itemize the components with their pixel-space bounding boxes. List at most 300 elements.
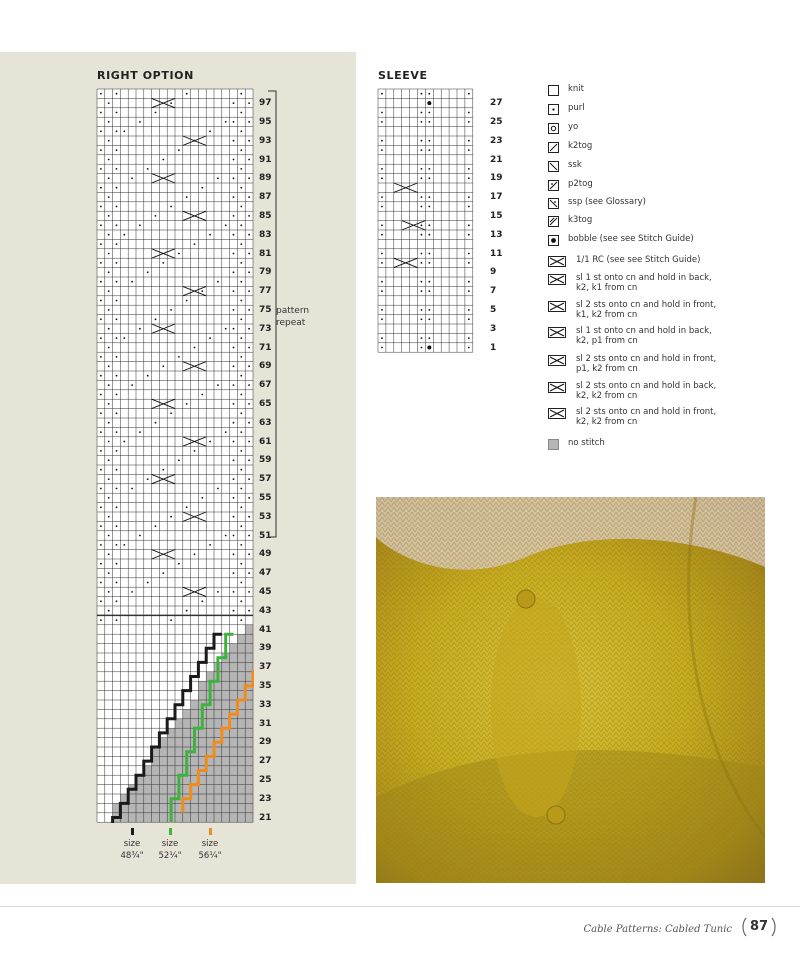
purl-mark <box>468 224 470 226</box>
purl-mark <box>468 347 470 349</box>
row-number: 41 <box>259 624 272 635</box>
purl-mark <box>139 535 141 537</box>
row-number: 27 <box>490 98 503 109</box>
purl-mark <box>233 196 235 198</box>
purl-mark <box>233 459 235 461</box>
size-value: 56¼" <box>198 851 222 861</box>
purl-mark <box>240 206 242 208</box>
row-number: 47 <box>259 568 272 579</box>
purl-mark <box>468 290 470 292</box>
purl-mark <box>421 309 423 311</box>
purl-mark <box>225 535 227 537</box>
purl-mark <box>233 553 235 555</box>
row-number: 93 <box>259 135 272 146</box>
purl-mark <box>217 591 219 593</box>
row-number: 75 <box>259 304 272 315</box>
purl-mark <box>428 206 430 208</box>
purl-mark <box>233 516 235 518</box>
purl-mark <box>108 422 110 424</box>
purl-mark <box>240 187 242 189</box>
purl-mark <box>131 591 133 593</box>
purl-mark <box>225 328 227 330</box>
row-number: 27 <box>259 756 272 767</box>
purl-mark <box>240 619 242 621</box>
purl-mark <box>116 93 118 95</box>
legend-label: k3tog <box>568 215 593 225</box>
row-number: 97 <box>259 98 272 109</box>
purl-mark <box>108 253 110 255</box>
purl-mark <box>468 149 470 151</box>
purl-mark <box>248 271 250 273</box>
purl-mark <box>170 619 172 621</box>
purl-mark <box>233 234 235 236</box>
purl-mark <box>100 412 102 414</box>
row-number: 35 <box>259 680 272 691</box>
purl-mark <box>123 234 125 236</box>
purl-mark <box>428 262 430 264</box>
purl-mark <box>162 572 164 574</box>
purl-mark <box>116 488 118 490</box>
footer-rule <box>0 906 800 907</box>
purl-mark <box>131 281 133 283</box>
purl-mark <box>248 365 250 367</box>
purl-mark <box>155 112 157 114</box>
purl-mark <box>248 253 250 255</box>
row-number: 73 <box>259 323 272 334</box>
purl-mark <box>421 149 423 151</box>
purl-mark <box>428 234 430 236</box>
purl-mark <box>468 281 470 283</box>
purl-mark <box>233 478 235 480</box>
purl-mark <box>209 337 211 339</box>
purl-mark <box>108 384 110 386</box>
purl-mark <box>421 168 423 170</box>
purl-mark <box>100 262 102 264</box>
purl-mark <box>170 102 172 104</box>
row-number: 31 <box>259 718 272 729</box>
legend-label: k2tog <box>568 141 593 151</box>
purl-mark <box>240 318 242 320</box>
purl-mark <box>248 290 250 292</box>
purl-mark <box>240 356 242 358</box>
purl-mark <box>233 290 235 292</box>
purl-mark <box>233 140 235 142</box>
purl-mark <box>116 262 118 264</box>
yo-icon <box>548 123 559 134</box>
footer-title: Cable Patterns: Cabled Tunic <box>583 924 732 935</box>
purl-mark <box>139 121 141 123</box>
purl-mark <box>147 582 149 584</box>
purl-mark <box>381 281 383 283</box>
legend-label: purl <box>568 103 585 113</box>
purl-mark <box>108 497 110 499</box>
k3tog-icon <box>548 216 559 227</box>
purl-mark <box>240 149 242 151</box>
purl-mark <box>468 177 470 179</box>
purl-mark <box>108 328 110 330</box>
row-number: 25 <box>259 774 272 785</box>
sleeve-chart <box>377 88 474 353</box>
no-stitch-cell <box>152 756 253 765</box>
purl-mark <box>428 224 430 226</box>
purl-mark <box>468 121 470 123</box>
purl-mark <box>421 206 423 208</box>
sleeve-title: SLEEVE <box>378 69 428 82</box>
purl-mark <box>233 177 235 179</box>
purl-mark <box>428 196 430 198</box>
purl-mark <box>233 591 235 593</box>
purl-mark <box>209 544 211 546</box>
purl-mark <box>201 187 203 189</box>
no-stitch-cell <box>245 625 253 634</box>
cable-back-k2k2-icon <box>548 382 566 393</box>
legend-label: sl 1 st onto cn and hold in back, k2, p1 from cn <box>576 326 712 346</box>
purl-mark <box>381 337 383 339</box>
row-number: 59 <box>259 455 272 466</box>
purl-mark <box>248 516 250 518</box>
purl-mark <box>381 196 383 198</box>
purl-mark <box>108 347 110 349</box>
row-number: 81 <box>259 248 272 259</box>
purl-mark <box>116 506 118 508</box>
ssk-icon <box>548 161 559 172</box>
purl-mark <box>248 572 250 574</box>
purl-mark <box>240 488 242 490</box>
row-number: 21 <box>490 154 503 165</box>
purl-mark <box>428 177 430 179</box>
purl-mark <box>116 431 118 433</box>
purl-mark <box>381 149 383 151</box>
purl-mark <box>421 93 423 95</box>
purl-mark <box>100 450 102 452</box>
purl-mark <box>421 337 423 339</box>
knit-texture <box>376 497 765 883</box>
purl-mark <box>108 177 110 179</box>
purl-mark <box>217 281 219 283</box>
legend-label: knit <box>568 84 585 94</box>
row-number: 95 <box>259 116 272 127</box>
no-stitch-cell <box>183 709 253 718</box>
legend-label: sl 2 sts onto cn and hold in front, k2, k2 from cn <box>576 407 717 427</box>
purl-mark <box>116 206 118 208</box>
purl-mark <box>178 253 180 255</box>
purl-mark <box>240 262 242 264</box>
purl-mark <box>100 600 102 602</box>
purl-mark <box>116 619 118 621</box>
purl-mark <box>131 488 133 490</box>
row-number: 25 <box>490 116 503 127</box>
row-number: 23 <box>490 135 503 146</box>
purl-mark <box>116 130 118 132</box>
purl-mark <box>100 506 102 508</box>
purl-mark <box>421 290 423 292</box>
row-number: 61 <box>259 436 272 447</box>
purl-mark <box>116 450 118 452</box>
purl-mark <box>108 140 110 142</box>
purl-mark <box>240 112 242 114</box>
purl-mark <box>240 394 242 396</box>
purl-mark <box>421 112 423 114</box>
purl-mark <box>123 544 125 546</box>
purl-mark <box>248 102 250 104</box>
purl-mark <box>248 403 250 405</box>
row-number: 67 <box>259 380 272 391</box>
purl-mark <box>240 469 242 471</box>
purl-mark <box>116 300 118 302</box>
purl-mark <box>194 347 196 349</box>
purl-mark <box>248 328 250 330</box>
purl-mark <box>381 290 383 292</box>
row-number: 19 <box>490 173 503 184</box>
purl-mark <box>116 412 118 414</box>
purl-mark <box>170 516 172 518</box>
purl-mark <box>233 610 235 612</box>
purl-mark <box>108 459 110 461</box>
legend-label: ssk <box>568 160 582 170</box>
purl-mark <box>131 177 133 179</box>
row-number: 43 <box>259 605 272 616</box>
purl-mark <box>116 600 118 602</box>
purl-mark <box>108 365 110 367</box>
purl-mark <box>248 196 250 198</box>
row-number: 49 <box>259 549 272 560</box>
purl-mark <box>381 234 383 236</box>
cable-front-k2k2-icon <box>548 408 566 419</box>
purl-mark <box>468 93 470 95</box>
purl-mark <box>468 206 470 208</box>
purl-mark <box>240 375 242 377</box>
purl-mark <box>240 130 242 132</box>
purl-mark <box>248 478 250 480</box>
purl-mark <box>100 488 102 490</box>
purl-mark <box>381 347 383 349</box>
size-color-tick <box>131 828 134 835</box>
row-number: 87 <box>259 192 272 203</box>
purl-mark <box>123 337 125 339</box>
row-number: 69 <box>259 361 272 372</box>
purl-mark <box>233 121 235 123</box>
purl-mark <box>248 535 250 537</box>
page-number: 87 <box>749 919 769 934</box>
purl-mark <box>100 224 102 226</box>
purl-mark <box>116 243 118 245</box>
purl-mark <box>381 93 383 95</box>
purl-mark <box>428 140 430 142</box>
purl-mark <box>421 253 423 255</box>
purl-mark <box>468 318 470 320</box>
purl-mark <box>468 337 470 339</box>
no-stitch-cell <box>230 644 253 653</box>
purl-mark <box>248 309 250 311</box>
purl-mark <box>248 140 250 142</box>
purl-mark <box>248 159 250 161</box>
purl-mark <box>116 112 118 114</box>
purl-mark <box>428 281 430 283</box>
purl-mark <box>201 290 203 292</box>
purl-mark <box>421 318 423 320</box>
purl-mark <box>186 300 188 302</box>
purl-mark <box>155 318 157 320</box>
purl-mark <box>139 224 141 226</box>
purl-mark <box>248 215 250 217</box>
purl-mark <box>428 337 430 339</box>
purl-mark <box>100 544 102 546</box>
purl-mark <box>116 563 118 565</box>
purl-mark <box>155 525 157 527</box>
purl-mark <box>108 196 110 198</box>
bobble-mark <box>427 101 431 105</box>
purl-mark <box>108 478 110 480</box>
legend-label: ssp (see Glossary) <box>568 197 646 207</box>
purl-mark <box>233 403 235 405</box>
purl-mark <box>217 384 219 386</box>
purl-mark <box>428 121 430 123</box>
purl-mark <box>100 243 102 245</box>
purl-mark <box>233 309 235 311</box>
purl-mark <box>381 140 383 142</box>
size-value: 48¾" <box>120 851 144 861</box>
row-number: 57 <box>259 474 272 485</box>
purl-mark <box>428 168 430 170</box>
row-number: 89 <box>259 173 272 184</box>
purl-mark <box>170 412 172 414</box>
purl-mark <box>116 224 118 226</box>
purl-mark <box>381 318 383 320</box>
purl-mark <box>233 441 235 443</box>
purl-mark <box>155 422 157 424</box>
purl-mark <box>381 112 383 114</box>
purl-mark <box>100 130 102 132</box>
purl-mark <box>116 544 118 546</box>
purl-mark <box>217 488 219 490</box>
size-color-tick <box>209 828 212 835</box>
no-stitch-cell <box>214 662 253 671</box>
purl-mark <box>100 281 102 283</box>
row-number: 7 <box>490 286 497 297</box>
purl-mark <box>468 140 470 142</box>
purl-mark <box>162 159 164 161</box>
row-number: 23 <box>259 793 272 804</box>
no-stitch-icon <box>548 439 559 450</box>
purl-mark <box>248 384 250 386</box>
purl-mark <box>421 281 423 283</box>
purl-mark <box>468 309 470 311</box>
purl-mark <box>209 234 211 236</box>
purl-mark <box>155 215 157 217</box>
purl-mark <box>194 450 196 452</box>
purl-mark <box>108 234 110 236</box>
purl-mark <box>100 206 102 208</box>
row-number: 77 <box>259 286 272 297</box>
purl-mark <box>116 337 118 339</box>
purl-mark <box>116 168 118 170</box>
purl-mark <box>421 234 423 236</box>
purl-mark <box>108 215 110 217</box>
purl-mark <box>233 159 235 161</box>
purl-mark <box>248 497 250 499</box>
purl-mark <box>428 253 430 255</box>
purl-mark <box>240 300 242 302</box>
purl-mark <box>240 563 242 565</box>
purl-mark <box>100 187 102 189</box>
legend-label: no stitch <box>568 438 605 448</box>
right-option-title: RIGHT OPTION <box>97 69 194 82</box>
purl-mark <box>100 112 102 114</box>
k2tog-icon <box>548 142 559 153</box>
purl-mark <box>100 318 102 320</box>
purl-mark <box>421 347 423 349</box>
purl-mark <box>116 318 118 320</box>
purl-mark <box>100 375 102 377</box>
purl-mark <box>248 121 250 123</box>
ssp-icon <box>548 198 559 209</box>
legend-label: bobble (see see Stitch Guide) <box>568 234 694 244</box>
purl-mark <box>421 140 423 142</box>
rc-icon <box>548 256 566 267</box>
purl-mark <box>186 196 188 198</box>
purl-mark <box>428 290 430 292</box>
cable-front-p1k2-icon <box>548 355 566 366</box>
size-color-tick <box>169 828 172 835</box>
purl-mark <box>233 572 235 574</box>
purl-mark <box>428 309 430 311</box>
purl-mark <box>240 243 242 245</box>
purl-mark <box>233 365 235 367</box>
purl-mark <box>233 535 235 537</box>
purl-mark <box>108 102 110 104</box>
purl-mark <box>421 224 423 226</box>
purl-mark <box>131 384 133 386</box>
purl-mark <box>421 262 423 264</box>
size-label: size <box>161 839 179 849</box>
row-number: 9 <box>490 267 497 278</box>
purl-mark <box>116 281 118 283</box>
cable-front-k1k2-icon <box>548 301 566 312</box>
purl-mark <box>108 271 110 273</box>
purl-mark <box>240 224 242 226</box>
purl-mark <box>428 318 430 320</box>
purl-mark <box>381 177 383 179</box>
purl-mark <box>233 271 235 273</box>
cable-back-k2k1-icon <box>548 274 566 285</box>
no-stitch-cell <box>167 728 253 737</box>
row-number: 53 <box>259 511 272 522</box>
purl-mark <box>108 535 110 537</box>
purl-mark <box>100 394 102 396</box>
purl-mark <box>381 309 383 311</box>
row-number: 5 <box>490 304 497 315</box>
purl-mark <box>100 168 102 170</box>
purl-mark <box>421 177 423 179</box>
purl-mark <box>147 168 149 170</box>
row-number: 65 <box>259 398 272 409</box>
legend-label: 1/1 RC (see see Stitch Guide) <box>576 255 701 265</box>
row-number: 29 <box>259 737 272 748</box>
purl-mark <box>108 591 110 593</box>
purl-mark <box>170 309 172 311</box>
row-number: 33 <box>259 699 272 710</box>
row-number: 3 <box>490 323 497 334</box>
purl-mark <box>248 591 250 593</box>
purl-mark <box>116 187 118 189</box>
purl-mark <box>428 149 430 151</box>
row-number: 79 <box>259 267 272 278</box>
purl-mark <box>116 582 118 584</box>
purl-mark <box>147 375 149 377</box>
purl-mark <box>162 365 164 367</box>
purl-mark <box>201 600 203 602</box>
purl-mark <box>100 431 102 433</box>
